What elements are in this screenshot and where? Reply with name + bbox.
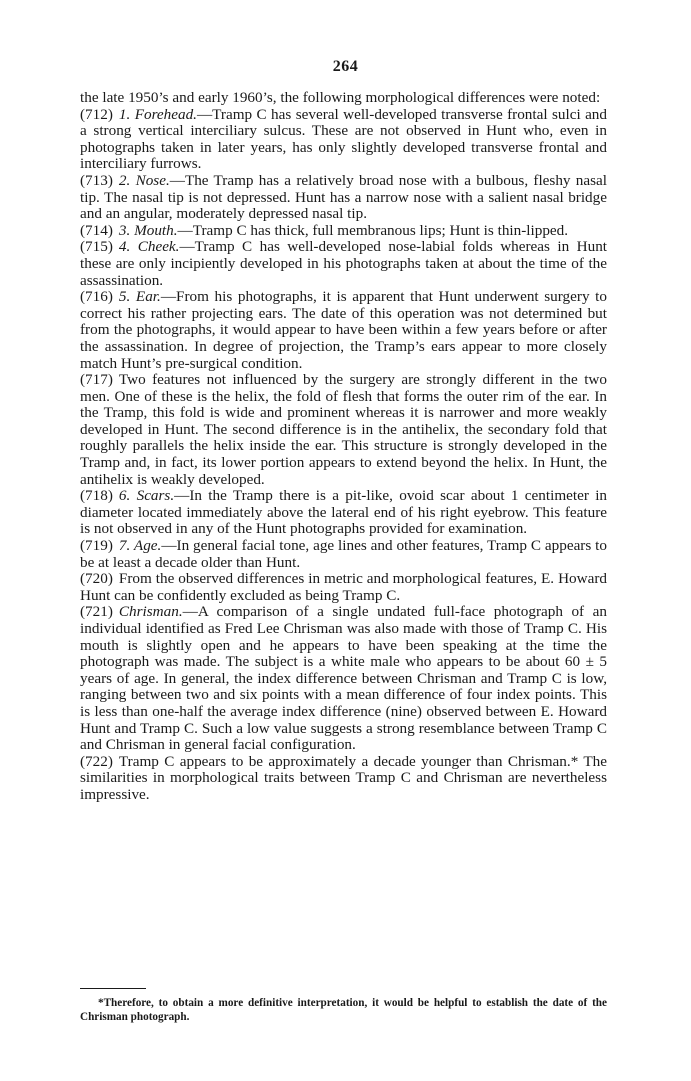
paragraph-text: —The Tramp has a relatively broad nose with a bulbous, fleshy nasal tip. The nasal tip is not depressed. Hunt has a narrow nose with a salient nasal bridge and an angular, moderately depressed nasal tip. [80, 171, 607, 223]
paragraph-heading: 5. Ear. [118, 288, 161, 306]
paragraph-number: (713) [80, 171, 113, 189]
paragraph-717 [80, 372, 607, 488]
paragraph-heading: 6. Scars. [118, 487, 175, 505]
paragraph-number: (721) [80, 603, 113, 621]
paragraph-716 [80, 289, 607, 372]
paragraph-number: (720) [80, 570, 113, 588]
paragraph-text: —Tramp C has well-developed nose-labial folds whereas in Hunt these are only incipiently developed in his photographs taken at about the time of the assassination. [80, 238, 608, 289]
paragraph-number: (712) [80, 105, 113, 123]
paragraph-712 [80, 107, 607, 173]
paragraph-number: (722) [80, 752, 113, 770]
paragraph-number: (718) [80, 487, 113, 505]
paragraph-718 [80, 488, 607, 538]
paragraph-721 [80, 604, 607, 753]
paragraph-heading: 1. Forehead. [118, 105, 197, 123]
paragraph-text: —Tramp C has thick, full membranous lips; Hunt is thin-lipped. [177, 221, 569, 239]
intro-paragraph: the late 1950’s and early 1960’s, the following morphological differences were noted: [80, 89, 601, 106]
paragraph-heading: 4. Cheek. [118, 238, 180, 256]
paragraph-number: (719) [80, 537, 113, 555]
paragraph-text: From the observed differences in metric and morphological features, E. Howard Hunt can be confidently excluded as being Tramp C. [80, 570, 607, 604]
paragraph-713 [80, 173, 607, 223]
paragraph-number: (716) [80, 288, 113, 306]
body-text [80, 90, 607, 804]
paragraph-heading: 2. Nose. [118, 171, 170, 189]
paragraph-text: Tramp C appears to be approximately a decade younger than Chrisman.* The similarities in morphological traits between Tramp C and Chrisman are nevertheless impressive. [80, 752, 607, 803]
page-number: 264 [332, 58, 359, 75]
paragraph-722 [80, 754, 607, 804]
paragraph-text: —In the Tramp there is a pit-like, ovoid scar about 1 centimeter in diameter located immediately above the lateral end of his right eyebrow. This feature is not observed in any of the Hunt photographs provided for examination. [80, 487, 608, 538]
footnote: *Therefore, to obtain a more definitive interpretation, it would be helpful to establish the date of the Chrisman photograph. [80, 997, 607, 1023]
paragraph-heading: 3. Mouth. [118, 221, 178, 239]
paragraph-number: (715) [80, 238, 113, 256]
paragraph-text: —Tramp C has several well-developed transverse frontal sulci and a strong vertical interciliary sulcus. These are not observed in Hunt who, even in photographs taken in later years, has only slightly developed transverse frontal and interciliary furrows. [80, 105, 607, 173]
footnote-divider [80, 988, 146, 989]
paragraph-719 [80, 538, 607, 571]
paragraph-number: (714) [80, 221, 113, 239]
paragraph-714 [80, 223, 607, 240]
paragraph-heading: 7. Age. [118, 537, 162, 555]
paragraph-number: (717) [80, 371, 113, 389]
paragraph-720 [80, 571, 607, 604]
paragraph-text: —From his photographs, it is apparent that Hunt underwent surgery to correct his rather projecting ears. The date of this operation was not determined but from the photographs, it would appear to have been within a few years before or after the assassination. In degree of projection, the Tramp’s ears appear to more closely match Hunt’s pre-surgical condition. [80, 288, 607, 372]
paragraph-heading: Chrisman. [118, 603, 183, 621]
paragraph-text: —In general facial tone, age lines and other features, Tramp C appears to be at least a decade older than Hunt. [80, 537, 607, 571]
paragraph-715 [80, 239, 607, 289]
paragraph-text: —A comparison of a single undated full-face photograph of an individual identified as Fred Lee Chrisman was also made with those of Tramp C. His mouth is slightly open and he appears to have been speaking at the time the photograph was made. The subject is a white male who appears to be about 60 ± 5 years of age. In general, the index difference between Chrisman and Tramp C is low, ranging between two and six points with a mean difference of four index points. This is less than one-half the average index difference (nine) observed between E. Howard Hunt and Tramp C. Such a low value suggests a strong resemblance between Tramp C and Chrisman in general facial configuration. [80, 603, 607, 754]
paragraph-text: Two features not influenced by the surgery are strongly different in the two men. One of these is the helix, the fold of flesh that forms the outer rim of the ear. In the Tramp, this fold is wide and prominent whereas it is narrower and more weakly developed in Hunt. The second difference is in the antihelix, the secondary fold that roughly parallels the helix inside the ear. This structure is strongly developed in the Tramp and, in fact, its lower portion appears to extend beyond the helix. In Hunt, the antihelix is weakly developed. [80, 371, 607, 488]
